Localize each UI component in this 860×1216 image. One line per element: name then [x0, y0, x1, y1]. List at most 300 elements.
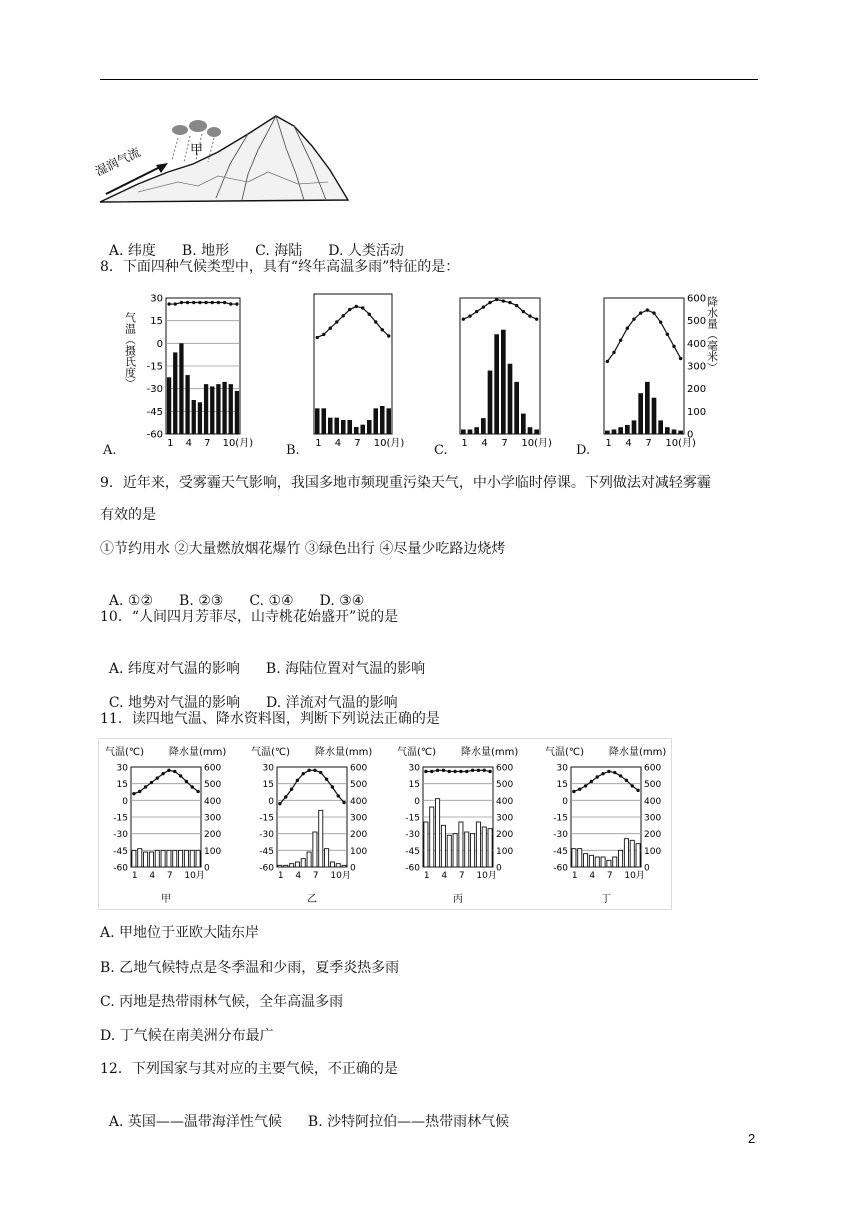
q11-c-temp-point [453, 770, 456, 773]
q11-a-temp-point [138, 790, 141, 793]
q8-d-precip-bar [612, 429, 617, 434]
q11-c-temp-point [448, 770, 451, 773]
q11-b-temp-tick: -45 [259, 846, 274, 857]
q11-d-precip-tick: 100 [644, 846, 662, 857]
q11-a-temp-tick: 0 [122, 796, 128, 807]
q8-b-temp-point [387, 334, 390, 337]
q11-b-temp-point [325, 778, 328, 781]
q11-d-temp-point [619, 774, 622, 777]
q11-a-precip-tick: 200 [204, 830, 222, 841]
q8-d-temp-point [679, 357, 682, 360]
q11-c-precip-tick: 200 [496, 830, 514, 841]
q8-c-temp-point [495, 298, 498, 301]
q11-question: 11．读四地气温、降水资料图，判断下列说法正确的是 [100, 711, 440, 727]
q11-c-temp-point [424, 770, 427, 773]
q11-d-precip-tick: 600 [644, 763, 662, 774]
q8-d-precip-tick: 600 [687, 293, 707, 305]
q11-a-precip-bar [144, 852, 148, 867]
q11-d-temp-tick: -15 [553, 813, 568, 824]
q8-b-precip-bar [360, 425, 365, 434]
q8-a-precip-bar [185, 375, 189, 434]
q8-a-temp-tick: -30 [146, 384, 163, 396]
q8-a-precip-bar [192, 400, 196, 434]
q11-d-month-tick: 7 [606, 871, 613, 881]
q11-c-precip-bar [424, 822, 428, 867]
q8-d-precip-bar [638, 393, 643, 434]
q11-c-temp-point [471, 769, 474, 772]
q11-c-precip-bar [441, 825, 445, 867]
q11-d-precip-tick: 400 [644, 796, 662, 807]
q8-d-plot-frame [604, 298, 684, 434]
q11-d-temp-point [607, 770, 610, 773]
q8-c-plot-frame [460, 298, 540, 434]
q8-d-temp-point [612, 351, 615, 354]
q8-a-temp-axis-title: 气温（摄氏度） [123, 312, 137, 389]
q11-a-precip-tick: 300 [204, 813, 222, 824]
q11-c-precip-bar [465, 832, 469, 867]
q8-b-temp-point [368, 313, 371, 316]
q8-c-precip-bar [468, 429, 473, 434]
q11-d-temp-tick: 30 [556, 763, 568, 774]
q12-option-a[interactable]: A. 英国——温带海洋性气候 [108, 1114, 282, 1130]
q8-c-temp-point [528, 314, 531, 317]
q11-a-temp-point [185, 780, 188, 783]
q8-b-temp-point [342, 314, 345, 317]
q11-a-temp-point [150, 781, 153, 784]
q8-c-precip-bar [474, 427, 479, 434]
q8-d-temp-line [607, 310, 680, 361]
q11-b-temp-tick: 15 [262, 780, 274, 791]
q11-c-month-tick: 4 [441, 871, 448, 881]
q8-c-precip-bar [488, 371, 493, 434]
q8-c-precip-bar [508, 364, 513, 434]
q11-d-precip-bar [589, 855, 593, 867]
q11-b-precip-bar [319, 810, 323, 867]
q8-b-temp-point [329, 327, 332, 330]
q8-c-temp-line [463, 300, 536, 320]
q11-c-temp-point [442, 769, 445, 772]
q8-a-temp-tick: 30 [150, 293, 163, 305]
q11-d-precip-tick: 300 [644, 813, 662, 824]
q11-b-temp-point [337, 794, 340, 797]
q8-d-precip-bar [652, 398, 657, 434]
q11-a-precip-bar [138, 849, 142, 867]
q8-b-precip-bar [367, 420, 372, 434]
q8-c-temp-point [488, 301, 491, 304]
q7-option-b[interactable]: B. 地形 [181, 243, 230, 259]
q8-b-precip-bar [347, 420, 352, 434]
q11-c-precip-tick: 600 [496, 763, 514, 774]
q11-b-precip-tick: 500 [350, 780, 368, 791]
q11-c-temp-tick: -30 [405, 830, 420, 841]
q11-d-precip-bar [619, 850, 623, 867]
cloud-icon [172, 120, 221, 137]
q10-question: 10．“人间四月芳菲尽，山寺桃花始盛开”说的是 [100, 609, 399, 625]
q8-b-temp-point [381, 328, 384, 331]
q11-b-precip-bar [336, 864, 340, 867]
q8-a-precip-bar [229, 384, 233, 434]
q12-options [100, 1095, 535, 1131]
q11-a-temp-point [132, 792, 135, 795]
q8-d-precip-tick: 100 [687, 406, 707, 418]
q11-a-precip-tick: 0 [204, 863, 210, 874]
q11-b-precip-tick: 0 [350, 863, 356, 874]
q8-d-precip-tick: 0 [687, 429, 694, 441]
q8-b-month-tick: 7 [354, 438, 361, 449]
q8-a-temp-tick: -15 [146, 361, 163, 373]
q11-a-temp-tick: 30 [116, 763, 128, 774]
q11-option-d[interactable]: D. 丁气候在南美洲分布最广 [100, 1028, 274, 1044]
q8-d-temp-point [606, 360, 609, 363]
q8-c-temp-point [515, 304, 518, 307]
q8-b-temp-point [355, 305, 358, 308]
q8-a-temp-tick: -45 [146, 406, 163, 418]
q11-d-precip-tick: 500 [644, 780, 662, 791]
q11-c-temp-point [465, 770, 468, 773]
q11-a-month-tick: 10月 [184, 871, 205, 881]
q8-a-precip-bar [210, 386, 214, 434]
q11-option-a[interactable]: A. 甲地位于亚欧大陆东岸 [100, 925, 260, 941]
q11-a-precip-bar [179, 850, 183, 867]
q8-d-precip-bar [645, 382, 650, 434]
q8-d-month-tick: 10(月) [665, 438, 696, 449]
q8-a-temp-point [217, 301, 220, 304]
q11-b-temp-point [342, 801, 345, 804]
q10-option-c[interactable]: C. 地势对气温的影响 [108, 695, 241, 711]
q11-d-month-tick: 10月 [624, 871, 645, 881]
q8-a-temp-point [204, 301, 207, 304]
q11-a-month-tick: 1 [131, 871, 138, 881]
q8-b-precip-bar [334, 418, 339, 434]
q10-options-row1 [100, 642, 451, 678]
q8-a-temp-point [198, 301, 201, 304]
q8-c-temp-point [482, 305, 485, 308]
q11-d-temp-point [636, 789, 639, 792]
q11-a-precip-tick: 100 [204, 846, 222, 857]
q11-charts [99, 739, 671, 909]
q8-d-month-tick: 4 [625, 438, 632, 449]
q12-option-b[interactable]: B. 沙特阿拉伯——热带雨林气候 [307, 1114, 510, 1130]
q11-b-precip-bar [330, 862, 334, 867]
q11-d-temp-point [601, 772, 604, 775]
q11-a-temp-tick: -30 [113, 830, 128, 841]
q11-c-temp-tick: 30 [408, 763, 420, 774]
q11-a-temp-point [144, 785, 147, 788]
q8-c-temp-point [522, 310, 525, 313]
q8-c-precip-bar [494, 334, 499, 434]
q11-b-temp-tick: 0 [268, 796, 274, 807]
q11-d-temp-line [574, 771, 638, 791]
q8-d-temp-point [666, 333, 669, 336]
q11-a-precip-bar [161, 850, 165, 867]
q11-b-precip-bar [290, 864, 294, 867]
q11-a-temp-tick: -60 [113, 863, 128, 874]
q11-b-precip-tick: 100 [350, 846, 368, 857]
q11-b-precip-tick: 400 [350, 796, 368, 807]
q11-d-temp-point [613, 771, 616, 774]
q8-d-precip-tick: 200 [687, 384, 707, 396]
q10-option-a[interactable]: A. 纬度对气温的影响 [108, 661, 240, 677]
q8-d-temp-point [632, 317, 635, 320]
q8-b-precip-bar [315, 408, 320, 434]
q8-label-a[interactable]: A. [103, 443, 117, 458]
q11-a-precip-bar [132, 850, 136, 867]
q11-d-temp-point [625, 779, 628, 782]
q11-b-month-tick: 1 [277, 871, 284, 881]
q11-c-temp-tick: 0 [414, 796, 420, 807]
q8-c-month-tick: 10(月) [521, 438, 552, 449]
q11-d-precip-bar [601, 857, 605, 867]
q11-a-temp-tick: -45 [113, 846, 128, 857]
q11-b-precip-tick: 200 [350, 830, 368, 841]
q8-c-precip-bar [461, 429, 466, 434]
q11-b-temp-point [319, 771, 322, 774]
q8-d-precip-bar [658, 420, 663, 434]
q8-b-temp-point [335, 320, 338, 323]
mountain-figure [93, 112, 350, 208]
q8-a-precip-bar [173, 352, 177, 434]
q8-a-month-tick: 1 [167, 438, 174, 449]
q10-option-d[interactable]: D. 洋流对气温的影响 [266, 695, 398, 711]
q11-d-temp-tick: -45 [553, 846, 568, 857]
q8-c-precip-bar [528, 427, 533, 434]
q8-d-precip-axis-title: 降水量（毫米） [705, 296, 719, 373]
q11-d-chart-name: 丁 [601, 894, 611, 905]
q8-a-temp-tick: 15 [150, 316, 163, 328]
q8-b-precip-bar [380, 406, 385, 434]
q11-b-precip-bar [313, 832, 317, 867]
q11-d-precip-bar [630, 840, 634, 867]
q8-c-month-tick: 1 [461, 438, 468, 449]
q8-a-precip-bar [235, 391, 239, 434]
q8-a-temp-point [180, 301, 183, 304]
q8-a-precip-bar [198, 402, 202, 434]
q11-a-precip-bar [155, 850, 159, 867]
q10-option-b[interactable]: B. 海陆位置对气温的影响 [265, 661, 426, 677]
q11-d-temp-point [596, 775, 599, 778]
q11-a-temp-point [156, 776, 159, 779]
q8-d-temp-point [672, 345, 675, 348]
q11-a-chart-name: 甲 [161, 894, 171, 905]
q11-d-temp-label: 气温(℃) [545, 747, 585, 758]
q8-a-temp-point [223, 301, 226, 304]
header-rule [100, 79, 758, 80]
q11-b-temp-point [296, 779, 299, 782]
q8-c-temp-point [535, 317, 538, 320]
q8-d-precip-bar [632, 420, 637, 434]
q11-c-temp-line [426, 770, 490, 771]
q11-c-month-tick: 1 [423, 871, 430, 881]
q11-a-precip-tick: 500 [204, 780, 222, 791]
q11-b-temp-point [307, 769, 310, 772]
q11-c-temp-point [436, 769, 439, 772]
q8-label-b[interactable]: B. [286, 443, 300, 458]
q8-c-temp-point [475, 310, 478, 313]
q8-label-d[interactable]: D. [576, 443, 591, 458]
q8-b-precip-bar [373, 408, 378, 434]
q8-b-temp-point [348, 308, 351, 311]
q11-d-month-tick: 1 [571, 871, 578, 881]
q11-b-precip-bar [325, 849, 329, 867]
q11-c-precip-bar [447, 835, 451, 867]
q8-a-month-tick: 7 [204, 438, 211, 449]
q11-a-precip-label: 降水量(mm) [169, 747, 227, 758]
q11-c-precip-bar [482, 827, 486, 867]
q8-d-temp-point [639, 311, 642, 314]
q8-b-month-tick: 1 [315, 438, 322, 449]
q11-d-precip-tick: 200 [644, 830, 662, 841]
q8-c-temp-point [462, 317, 465, 320]
q11-d-temp-point [631, 784, 634, 787]
q11-c-temp-tick: -15 [405, 813, 420, 824]
q8-c-precip-bar [501, 330, 506, 434]
q11-a-precip-bar [184, 850, 188, 867]
q8-d-temp-point [659, 320, 662, 323]
q8-c-month-tick: 7 [501, 438, 508, 449]
q8-b-precip-bar [354, 427, 359, 434]
q8-a-precip-bar [216, 384, 220, 434]
q11-d-precip-bar [624, 839, 628, 867]
q9-option-d[interactable]: D. ③④ [319, 593, 365, 609]
q11-a-temp-point [196, 790, 199, 793]
q11-b-temp-tick: -30 [259, 830, 274, 841]
q8-b-month-tick: 10(月) [373, 438, 405, 449]
q11-d-temp-point [578, 788, 581, 791]
q11-d-precip-bar [572, 849, 576, 867]
q11-a-temp-point [167, 769, 170, 772]
q9-option-a[interactable]: A. ①② [108, 593, 154, 609]
q11-option-c[interactable]: C. 丙地是热带雨林气候，全年高温多雨 [100, 994, 344, 1010]
q11-c-precip-bar [436, 799, 440, 867]
q9-question-line2: 有效的是 [100, 507, 156, 523]
q11-b-temp-point [290, 788, 293, 791]
q11-b-temp-tick: 30 [262, 763, 274, 774]
q9-options [100, 574, 390, 610]
q8-d-precip-bar [665, 427, 670, 434]
q11-a-temp-point [173, 770, 176, 773]
q8-d-temp-point [626, 327, 629, 330]
q8-chart-a [123, 288, 254, 452]
q11-c-precip-bar [471, 834, 475, 867]
slope-label: 甲 [190, 143, 204, 158]
q7-option-a[interactable]: A. 纬度 [108, 243, 156, 259]
q8-a-temp-point [211, 301, 214, 304]
q8-a-temp-point [192, 301, 195, 304]
q8-d-precip-bar [605, 431, 610, 434]
q8-d-month-tick: 7 [645, 438, 652, 449]
q11-a-precip-bar [167, 850, 171, 867]
q11-d-precip-bar [578, 849, 582, 867]
q11-b-temp-point [302, 772, 305, 775]
q11-d-precip-tick: 0 [644, 863, 650, 874]
q8-d-temp-point [646, 308, 649, 311]
q8-chart-c [446, 288, 558, 452]
q8-d-temp-point [619, 339, 622, 342]
q8-d-precip-bar [672, 429, 677, 434]
q8-question: 8．下面四种气候类型中，具有“终年高温多雨”特征的是： [100, 259, 460, 275]
q8-c-temp-point [508, 301, 511, 304]
q8-chart-d [590, 288, 720, 452]
q11-c-precip-tick: 400 [496, 796, 514, 807]
q11-b-month-tick: 10月 [330, 871, 351, 881]
q10-options-row2 [100, 676, 424, 712]
q8-a-temp-point [235, 302, 238, 305]
q8-c-precip-bar [514, 382, 519, 434]
q7-option-c[interactable]: C. 海陆 [255, 243, 303, 259]
q9-option-b[interactable]: B. ②③ [179, 593, 224, 609]
q11-b-temp-point [284, 795, 287, 798]
q11-a-precip-tick: 600 [204, 763, 222, 774]
q11-d-month-tick: 4 [589, 871, 596, 881]
q11-b-chart-name: 乙 [307, 894, 317, 905]
q11-b-precip-label: 降水量(mm) [315, 747, 373, 758]
q8-a-temp-point [167, 302, 170, 305]
q8-c-temp-point [468, 314, 471, 317]
q11-a-precip-bar [149, 852, 153, 867]
q11-d-precip-label: 降水量(mm) [609, 747, 667, 758]
q11-c-precip-bar [453, 834, 457, 867]
q11-b-temp-point [331, 785, 334, 788]
q9-option-c[interactable]: C. ①④ [249, 593, 294, 609]
q8-label-c[interactable]: C. [434, 443, 448, 458]
q11-b-precip-bar [278, 865, 282, 867]
q8-d-precip-bar [625, 425, 630, 434]
q11-c-temp-point [483, 769, 486, 772]
q11-c-temp-point [477, 769, 480, 772]
q11-figure [98, 738, 672, 910]
q11-c-precip-tick: 300 [496, 813, 514, 824]
q8-b-temp-point [361, 306, 364, 309]
q11-a-temp-tick: -15 [113, 813, 128, 824]
q8-a-temp-tick: 0 [156, 338, 163, 350]
q11-a-precip-tick: 400 [204, 796, 222, 807]
q11-d-precip-bar [595, 857, 599, 867]
q8-a-precip-bar [179, 343, 183, 434]
q11-d-temp-tick: 0 [562, 796, 568, 807]
q8-b-temp-line [317, 306, 389, 337]
q12-question: 12．下列国家与其对应的主要气候，不正确的是 [100, 1061, 398, 1077]
q8-d-precip-bar [618, 427, 623, 434]
q8-c-precip-bar [534, 429, 539, 434]
q11-c-precip-label: 降水量(mm) [461, 747, 519, 758]
q11-option-b[interactable]: B. 乙地气候特点是冬季温和少雨，夏季炎热多雨 [100, 960, 400, 976]
q11-d-temp-point [584, 784, 587, 787]
q8-a-precip-bar [222, 382, 226, 434]
q8-d-month-tick: 1 [605, 438, 612, 449]
q11-b-temp-label: 气温(℃) [251, 747, 291, 758]
q11-a-temp-label: 气温(℃) [105, 747, 145, 758]
q11-c-chart-name: 丙 [453, 894, 463, 905]
q11-d-precip-bar [584, 854, 588, 867]
q11-a-precip-bar [196, 850, 200, 867]
q7-option-d[interactable]: D. 人类活动 [328, 243, 404, 259]
q11-a-temp-tick: 15 [116, 780, 128, 791]
q8-b-precip-bar [341, 420, 346, 434]
q11-a-precip-bar [190, 850, 194, 867]
q11-a-temp-point [179, 774, 182, 777]
q11-b-temp-tick: -15 [259, 813, 274, 824]
q11-c-precip-tick: 100 [496, 846, 514, 857]
q8-b-precip-bar [328, 418, 333, 434]
q8-a-precip-bar [204, 384, 208, 434]
q11-c-temp-tick: 15 [408, 780, 420, 791]
q11-d-temp-tick: -30 [553, 830, 568, 841]
q8-a-temp-point [229, 302, 232, 305]
q7-options [100, 224, 430, 260]
q11-c-precip-tick: 0 [496, 863, 502, 874]
q11-d-precip-bar [636, 844, 640, 867]
q11-b-precip-tick: 600 [350, 763, 368, 774]
